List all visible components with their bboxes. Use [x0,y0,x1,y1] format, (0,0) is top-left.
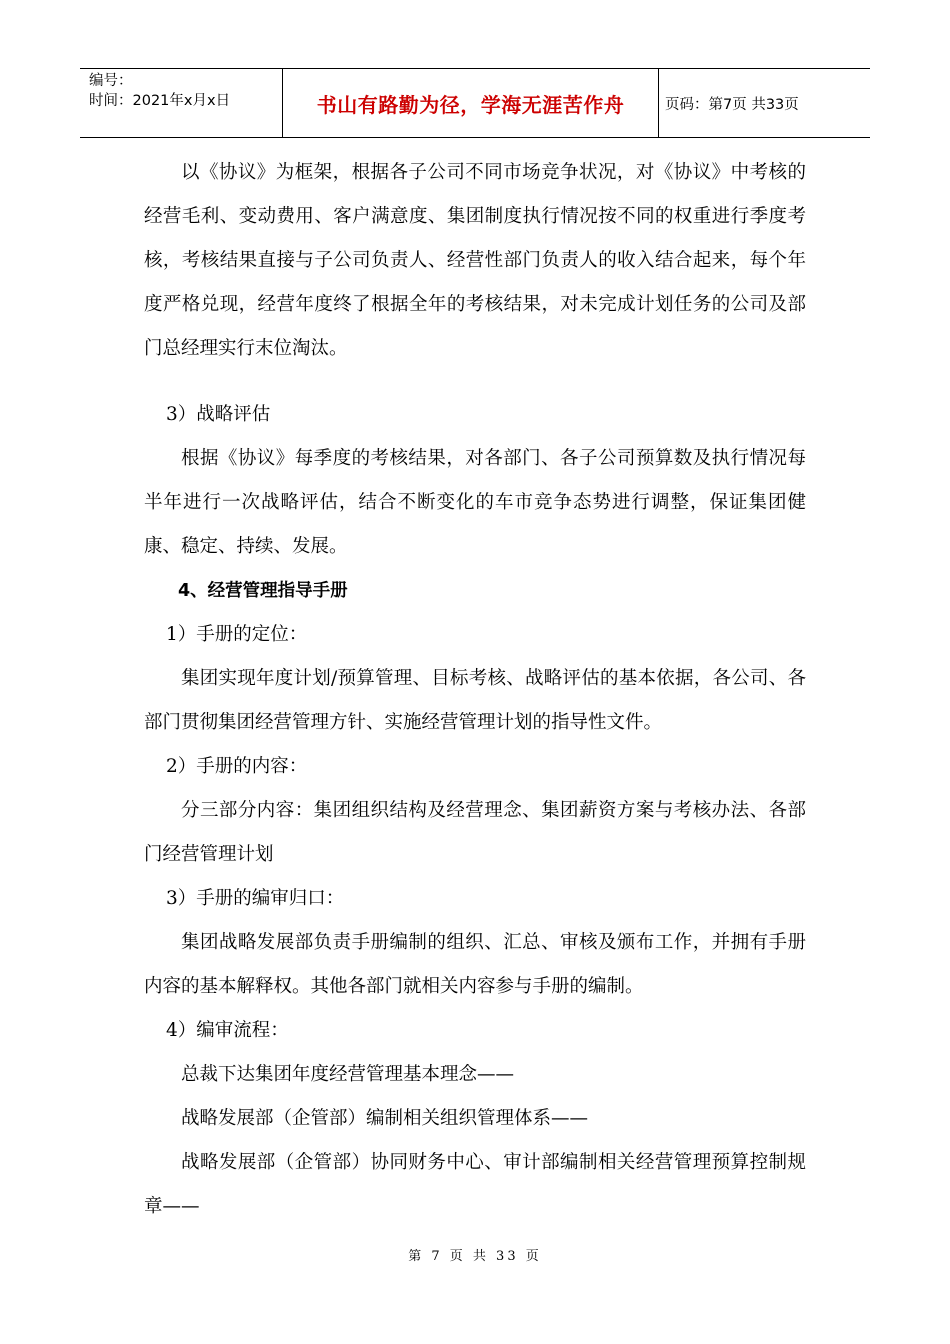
manual-positioning-text: 集团实现年度计划/预算管理、目标考核、战略评估的基本依据，各公司、各部门贯彻集团经营管理方针、实施经营管理计划的指导性文件。 [144,668,806,733]
item-strategy-evaluation-title: 3）战略评估 [166,404,271,425]
review-process-step-2: 战略发展部（企管部）编制相关组织管理体系—— [181,1108,589,1129]
review-process-step-1: 总裁下达集团年度经营管理基本理念—— [181,1064,515,1085]
page-footer: 第 7 页 共 33 页 [408,1249,542,1264]
paragraph-assessment: 以《协议》为框架，根据各子公司不同市场竞争状况，对《协议》中考核的经营毛利、变动费用、客户满意度、集团制度执行情况按不同的权重进行季度考核，考核结果直接与子公司负责人、经营性部门负责人的收入结合起来，每个年度严格兑现，经营年度终了根据全年的考核结果，对未完成计划任务的公司及部门总经理实行末位淘汰。 [144,162,806,359]
doc-number-label: 编号： [89,73,133,89]
review-process-step-3: 战略发展部（企管部）协同财务中心、审计部编制相关经营管理预算控制规章—— [144,1152,806,1217]
manual-content-title: 2）手册的内容： [166,756,308,777]
header-page-info: 页码：第7页 共33页 [665,96,799,113]
review-process-title: 4）编审流程： [166,1020,289,1041]
doc-date-label: 时间：2021年x月x日 [89,93,231,109]
document-body [144,151,806,1229]
header-meta [80,69,283,137]
manual-review-owner-title: 3）手册的编审归口： [166,888,345,909]
page-header [80,68,870,138]
manual-content-text: 分三部分内容：集团组织结构及经营理念、集团薪资方案与考核办法、各部门经营管理计划 [144,800,806,865]
manual-positioning-title: 1）手册的定位： [166,624,308,645]
section-heading-manual: 4、经营管理指导手册 [178,581,348,601]
header-motto: 书山有路勤为径，学海无涯苦作舟 [283,69,659,137]
paragraph-gap [144,371,806,393]
item-strategy-evaluation-text: 根据《协议》每季度的考核结果，对各部门、各子公司预算数及执行情况每半年进行一次战略评估，结合不断变化的车市竞争态势进行调整，保证集团健康、稳定、持续、发展。 [144,448,806,557]
manual-review-owner-text: 集团战略发展部负责手册编制的组织、汇总、审核及颁布工作，并拥有手册内容的基本解释权。其他各部门就相关内容参与手册的编制。 [144,932,806,997]
